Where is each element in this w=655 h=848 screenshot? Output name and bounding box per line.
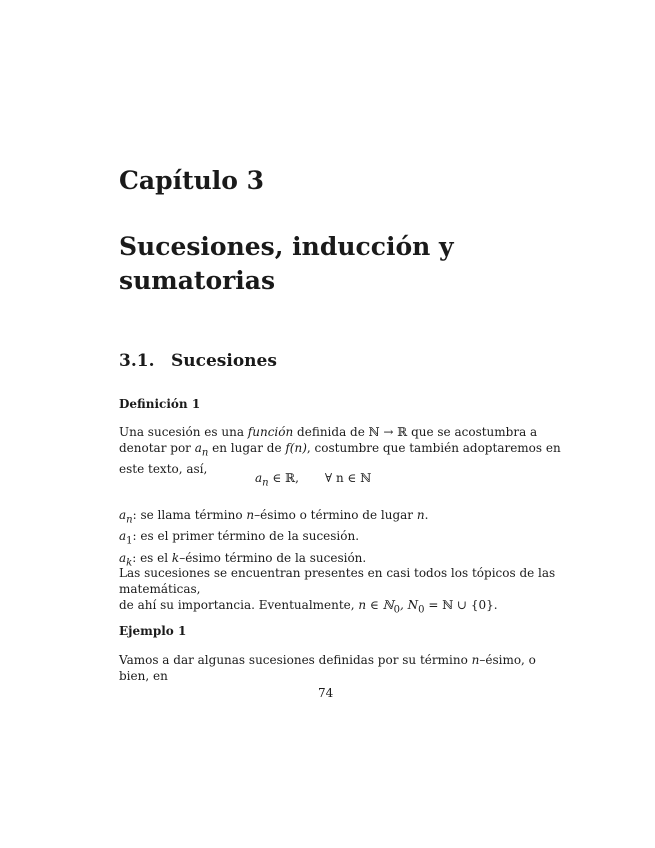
list-var: k: [171, 550, 180, 565]
list-text2: –ésimo término de la sucesión.: [179, 550, 367, 565]
formula-left: ∈ ℝ,: [272, 471, 299, 485]
math-n-sub: n: [201, 447, 209, 459]
definition-paragraph: [119, 424, 569, 477]
example-paragraph: [119, 652, 569, 684]
para1-text-3: definida de ℕ → ℝ que se acostumbra a denotar por: [119, 425, 538, 455]
chapter-heading: Capítulo 3: [119, 166, 265, 195]
para1-text-4: en lugar de: [208, 441, 286, 455]
chapter-title-line1: Sucesiones, inducción y: [119, 232, 454, 261]
section-title: Sucesiones: [171, 351, 277, 371]
section-heading: [119, 351, 277, 371]
formula-n-sub: n: [262, 477, 269, 489]
para2-line2: [119, 597, 569, 618]
formula-right: ∀ n ∈ ℕ: [324, 471, 372, 485]
list-item: [119, 528, 428, 549]
list-var: n: [246, 508, 255, 522]
list-text2: –ésimo o término de lugar: [254, 508, 417, 522]
para2-math-union: = ℕ ∪ {0}.: [424, 598, 498, 612]
para2-math-n: n ∈ ℕ: [358, 598, 394, 612]
para1-text-5: , costumbre que también adoptaremos en este texto, así,: [119, 441, 561, 477]
para3-text: Vamos a dar algunas sucesiones definidas por su término: [119, 653, 472, 667]
list-item: [119, 507, 428, 528]
chapter-title-line2: sumatorias: [119, 266, 276, 295]
list-end: .: [424, 508, 429, 522]
formula-a: a: [255, 471, 263, 485]
math-fn: f(n): [285, 441, 307, 455]
list-sym: a: [119, 508, 127, 522]
list-text: : se llama término: [132, 508, 247, 522]
list-var2: n: [416, 508, 425, 522]
list-text: : es el primer término de la sucesión.: [132, 529, 360, 544]
list-sub: n: [126, 514, 133, 526]
example-heading: Ejemplo 1: [119, 624, 187, 638]
term-list: [119, 507, 428, 571]
list-sym: a: [119, 550, 127, 565]
para2-sub-0b: 0: [418, 604, 425, 616]
importance-paragraph: [119, 565, 569, 618]
para1-italic-funcion: función: [247, 425, 294, 439]
math-a: a: [194, 441, 202, 455]
para2-math-N: , N: [400, 598, 419, 612]
para2-sub-0: 0: [393, 604, 401, 616]
list-sym: a: [119, 529, 127, 544]
para1-text-1: Una sucesión es una: [119, 425, 248, 439]
display-formula: [255, 471, 371, 488]
para2-line1: Las sucesiones se encuentran presentes en casi todos los tópicos de las matemáticas,: [119, 566, 556, 596]
page-number: 74: [318, 686, 334, 700]
list-sub: 1: [126, 535, 133, 547]
section-number: 3.1.: [119, 351, 155, 371]
list-text: : es el: [132, 550, 172, 565]
list-sub: k: [126, 557, 133, 569]
para2-text: de ahí su importancia. Eventualmente,: [119, 598, 359, 612]
definition-heading: Definición 1: [119, 397, 201, 411]
chapter-title: [119, 230, 454, 298]
para3-var-n: n: [471, 653, 480, 667]
para3-text-end: –ésimo, o bien, en: [119, 653, 536, 683]
